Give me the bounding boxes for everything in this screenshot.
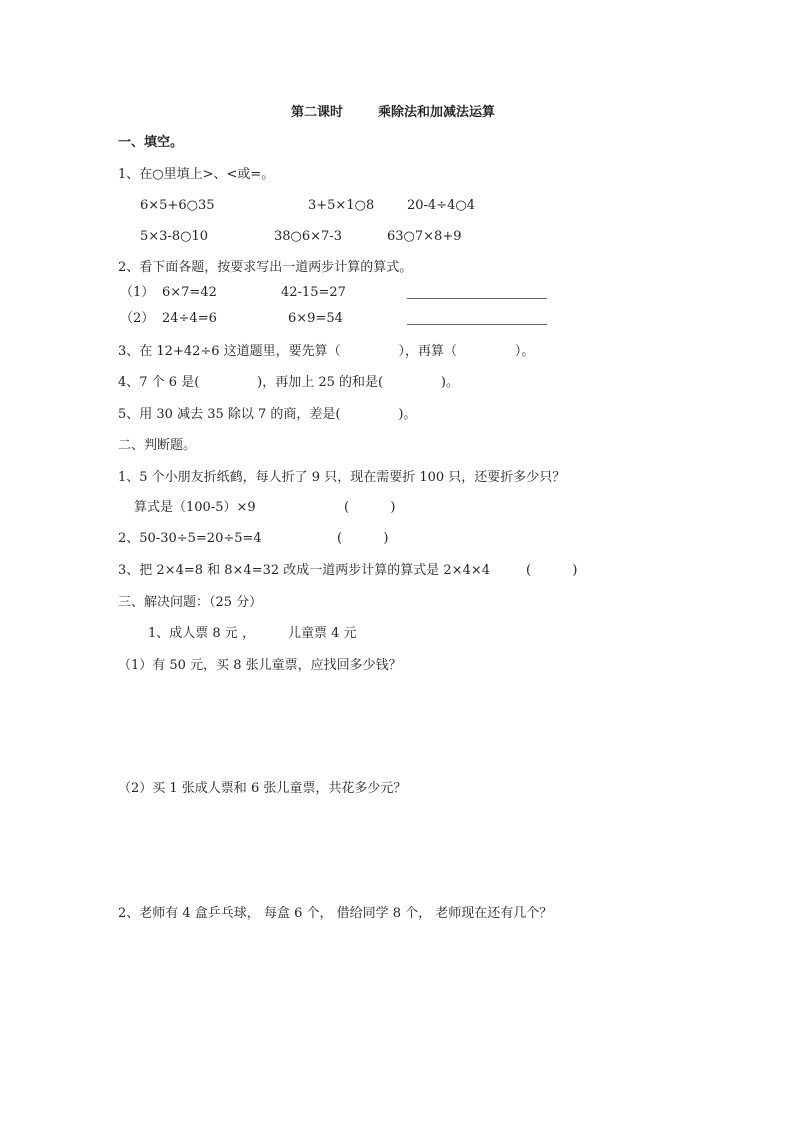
question-1-2: 2、看下面各题，按要求写出一道两步计算的算式。 [118,260,413,275]
answer-line[interactable] [407,298,547,299]
page-title: 乘除法和加减法运算 [378,105,496,120]
item-number: （1） [120,285,155,300]
answer-line[interactable] [407,324,547,325]
section-2-heading: 二、判断题。 [118,438,197,453]
question-1-3: 3、在 12+42÷6 这道题里，要先算（ ），再算（ ）。 [118,344,535,359]
item-number: （2） [120,311,155,326]
question-3-1-1: （1）有 50 元，买 8 张儿童票，应找回多少钱？ [118,658,402,673]
judgement-blank[interactable]: ( ) [337,531,389,546]
compare-item: 20-4÷4○4 [407,198,475,213]
question-2-2: 2、50-30÷5=20÷5=4 [118,531,262,546]
equation: 42-15=27 [281,285,346,300]
lesson-label: 第二课时 [291,105,344,120]
formula: 算式是（100-5）×9 [134,500,256,515]
compare-item: 38○6×7-3 [274,229,342,244]
question-1-1: 1、在○里填上>、<或=。 [118,167,275,182]
question-2-1: 1、5 个小朋友折纸鹤，每人折了 9 只，现在需要折 100 只，还要折多少只？ [118,470,566,485]
compare-item: 3+5×1○8 [308,198,375,213]
compare-item: 5×3-8○10 [140,229,208,244]
section-1-heading: 一、填空。 [118,135,184,150]
ticket-prices: 1、成人票 8 元 ， 儿童票 4 元 [148,626,357,641]
question-1-4: 4、7 个 6 是( )，再加上 25 的和是( )。 [118,375,460,390]
compare-item: 6×5+6○35 [140,198,215,213]
section-3-heading: 三、解决问题：（25 分） [118,595,263,610]
equation: 24÷4=6 [162,311,217,326]
question-2-3: 3、把 2×4=8 和 8×4=32 改成一道两步计算的算式是 2×4×4 [118,563,490,578]
question-3-2: 2、老师有 4 盒乒乓球， 每盒 6 个， 借给同学 8 个， 老师现在还有几个？ [118,906,553,921]
judgement-blank[interactable]: ( ) [526,563,578,578]
equation: 6×9=54 [288,311,343,326]
judgement-blank[interactable]: ( ) [344,500,396,515]
question-1-5: 5、用 30 减去 35 除以 7 的商，差是( )。 [118,407,417,422]
equation: 6×7=42 [162,285,217,300]
compare-item: 63○7×8+9 [387,229,462,244]
question-3-1-2: （2）买 1 张成人票和 6 张儿童票，共花多少元？ [118,781,407,796]
